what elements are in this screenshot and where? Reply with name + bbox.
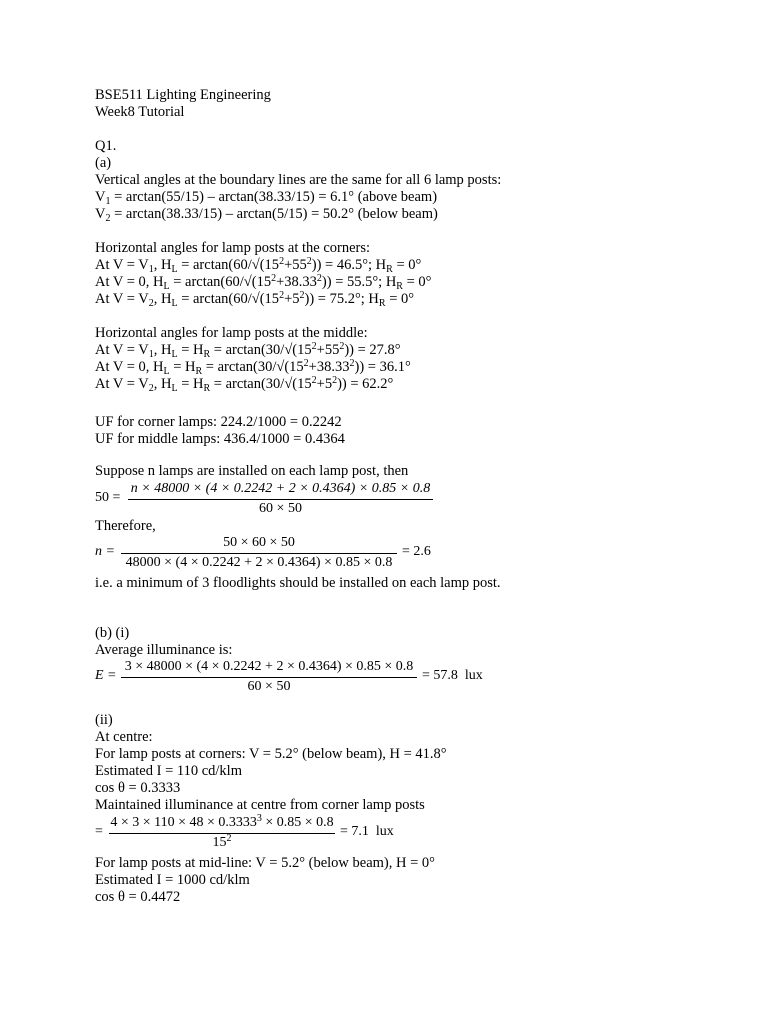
suppose-text: Suppose n lamps are installed on each lamp post, then	[95, 463, 409, 479]
cos-theta-1: cos θ = 0.3333	[95, 780, 181, 796]
middle-line-3: At $V = V_2$, $H_L = H_R = \arctan(30/√(15^2+5^2)) = 62.2^\circ$	[95, 375, 394, 394]
equation-numerator: $4 \times 3 \times 110 \times 48 \times 0.3333^3 \times 0.85 \times 0.8$	[110, 813, 334, 830]
equation-result: = 57.8 lux	[422, 668, 483, 683]
therefore-text: Therefore,	[95, 518, 156, 534]
uf-middle: UF for middle lamps: 436.4/1000 = 0.4364	[95, 431, 345, 447]
equation-denominator: $15^2$	[212, 833, 232, 850]
vertical-intro: Vertical angles at the boundary lines are the same for all 6 lamp posts:	[95, 172, 502, 188]
equation-denominator: 60 × 50	[259, 501, 302, 516]
equation-denominator: 60 × 50	[247, 679, 291, 694]
part-b-ii-label: (ii)	[95, 712, 113, 728]
conclusion-text: i.e. a minimum of 3 floodlights should be installed on each lamp post.	[95, 575, 501, 591]
course-title: BSE511 Lighting Engineering	[95, 87, 271, 103]
estimated-intensity-2: Estimated I = 1000 cd/klm	[95, 872, 250, 888]
midline-posts-text: For lamp posts at mid-line: V = 5.2° (below beam), H = 0°	[95, 855, 435, 871]
fraction-bar	[109, 833, 335, 834]
equation-lhs: =	[95, 824, 103, 839]
uf-corner: UF for corner lamps: 224.2/1000 = 0.2242	[95, 414, 342, 430]
part-b-i-label: (b) (i)	[95, 625, 130, 641]
equation-result: = 2.6	[402, 544, 431, 559]
avg-illuminance-intro: Average illuminance is:	[95, 642, 233, 658]
corner-line-2: At V = 0, $H_L = \arctan(60/√(15^2+38.33^2)) = 55.5^\circ$; $H_R = 0^\circ$	[95, 273, 432, 292]
maintained-illuminance-text: Maintained illuminance at centre from corner lamp posts	[95, 797, 425, 813]
v1-line: $V_1 = \arctan(55/15) - \arctan(38.33/15) = 6.1^\circ$ (above beam)	[95, 189, 438, 207]
equation-lhs: 50 =	[95, 490, 121, 505]
v2-line: $V_2 = \arctan(38.33/15) - \arctan(5/15) = 50.2^\circ$ (below beam)	[95, 206, 438, 224]
fraction-bar	[128, 499, 433, 500]
middle-line-1: At $V = V_1$, $H_L = H_R = \arctan(30/√(15^2+55^2)) = 27.8^\circ$	[95, 341, 401, 360]
middle-line-2: At V = 0, $H_L = H_R = \arctan(30/√(15^2+38.33^2)) = 36.1^\circ$	[95, 358, 411, 377]
equation-lhs: n =	[95, 544, 115, 559]
part-a-label: (a)	[95, 155, 112, 171]
corner-line-3: At $V = V_2$, $H_L = \arctan(60/√(15^2+5^2)) = 75.2^\circ$; $H_R = 0^\circ$	[95, 290, 415, 309]
question-label: Q1.	[95, 138, 117, 154]
equation-numerator: 3 × 48000 × (4 × 0.2242 + 2 × 0.4364) × 0.85 × 0.8	[124, 659, 414, 674]
corner-line-1: At $V = V_1$, $H_L = \arctan(60/√(15^2+55^2)) = 46.5^\circ$; $H_R = 0^\circ$	[95, 256, 422, 275]
middle-intro: Horizontal angles for lamp posts at the middle:	[95, 325, 368, 341]
equation-numerator: n × 48000 × (4 × 0.2242 + 2 × 0.4364) × 0.85 × 0.8	[130, 481, 431, 496]
fraction-bar	[121, 677, 417, 678]
equation-result: = 7.1 lux	[340, 824, 394, 839]
corner-intro: Horizontal angles for lamp posts at the corners:	[95, 240, 371, 256]
at-centre-text: At centre:	[95, 729, 153, 745]
cos-theta-2: cos θ = 0.4472	[95, 889, 181, 905]
corner-posts-text: For lamp posts at corners: V = 5.2° (below beam), H = 41.8°	[95, 746, 447, 762]
equation-denominator: 48000 × (4 × 0.2242 + 2 × 0.4364) × 0.85 × 0.8	[125, 555, 393, 570]
estimated-intensity-1: Estimated I = 110 cd/klm	[95, 763, 242, 779]
equation-numerator: 50 × 60 × 50	[223, 535, 295, 550]
fraction-bar	[121, 553, 397, 554]
equation-lhs: E =	[95, 668, 117, 683]
week-title: Week8 Tutorial	[95, 104, 185, 120]
